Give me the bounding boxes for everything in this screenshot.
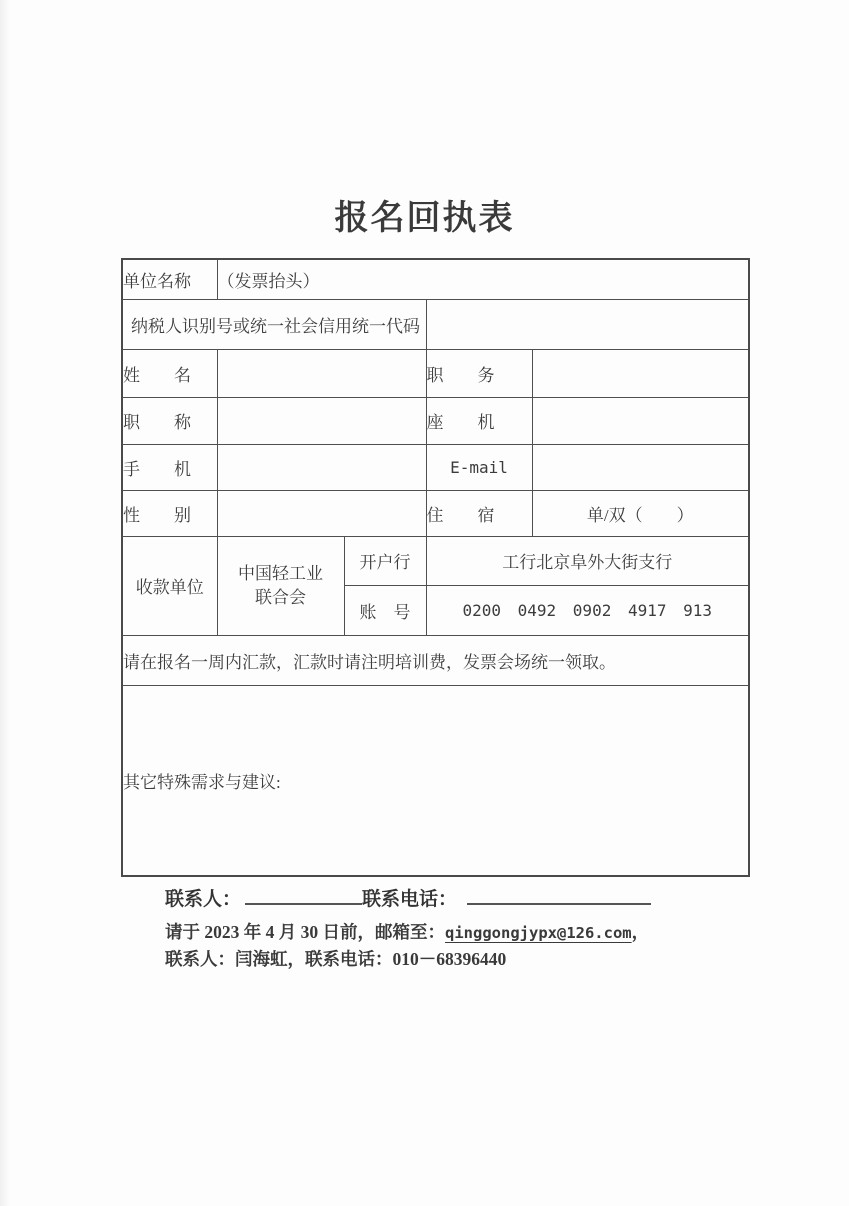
- registration-form-table: [121, 258, 750, 877]
- accommodation-label: 住 宿: [426, 490, 532, 536]
- row-taxpayer-id: [122, 299, 749, 349]
- payee-value: [217, 536, 344, 635]
- contact-blank-line: [245, 885, 362, 905]
- phone-blank-line: [467, 885, 651, 905]
- contact-email: qinggongjypx@126.com: [445, 924, 632, 942]
- unit-name-label: 单位名称: [122, 259, 217, 299]
- job-title-value-cell: [217, 397, 426, 444]
- account-label: 账 号: [344, 585, 426, 635]
- contact-label: 联系人：: [165, 889, 242, 910]
- organizer-contact-line: 联系人：闫海虹，联系电话：010－68396440: [165, 949, 507, 969]
- row-name-position: [122, 349, 749, 397]
- row-title-landline: [122, 397, 749, 444]
- taxpayer-id-value-cell: [426, 299, 749, 349]
- row-mobile-email: [122, 444, 749, 490]
- account-value: 0200 0492 0902 4917 913: [426, 585, 749, 635]
- bank-value: 工行北京阜外大街支行: [426, 536, 749, 585]
- footer-info-block: [165, 919, 649, 972]
- deadline-line: [165, 919, 649, 946]
- position-value-cell: [532, 349, 749, 397]
- row-payee-bank: [122, 536, 749, 585]
- gender-label: 性 别: [122, 490, 217, 536]
- name-value-cell: [217, 349, 426, 397]
- payee-value-line1: 中国轻工业: [238, 563, 323, 583]
- accommodation-value: 单/双（ ）: [532, 490, 749, 536]
- special-needs-label: 其它特殊需求与建议:: [122, 685, 749, 876]
- row-unit-name: [122, 259, 749, 299]
- landline-label: 座 机: [426, 397, 532, 444]
- page-title: 报名回执表: [334, 200, 515, 237]
- mobile-label: 手 机: [122, 444, 217, 490]
- row-remit-note: [122, 635, 749, 685]
- remit-note: 请在报名一周内汇款，汇款时请注明培训费，发票会场统一领取。: [122, 635, 749, 685]
- email-label: E-mail: [426, 444, 532, 490]
- taxpayer-id-label: 纳税人识别号或统一社会信用统一代码: [122, 299, 426, 349]
- row-special-needs: [122, 685, 749, 876]
- contact-fill-line: [165, 884, 651, 911]
- job-title-label: 职 称: [122, 397, 217, 444]
- payee-label: 收款单位: [122, 536, 217, 635]
- unit-name-value: （发票抬头）: [217, 259, 749, 299]
- gender-value-cell: [217, 490, 426, 536]
- phone-label: 联系电话：: [362, 889, 458, 910]
- deadline-prefix: 请于 2023 年 4 月 30 日前，邮箱至：: [165, 922, 445, 942]
- mobile-value-cell: [217, 444, 426, 490]
- position-label: 职 务: [426, 349, 532, 397]
- deadline-suffix: ，: [631, 922, 650, 942]
- email-value-cell: [532, 444, 749, 490]
- bank-label: 开户行: [344, 536, 426, 585]
- name-label: 姓 名: [122, 349, 217, 397]
- landline-value-cell: [532, 397, 749, 444]
- payee-value-line2: 联合会: [255, 587, 306, 607]
- row-gender-accommodation: [122, 490, 749, 536]
